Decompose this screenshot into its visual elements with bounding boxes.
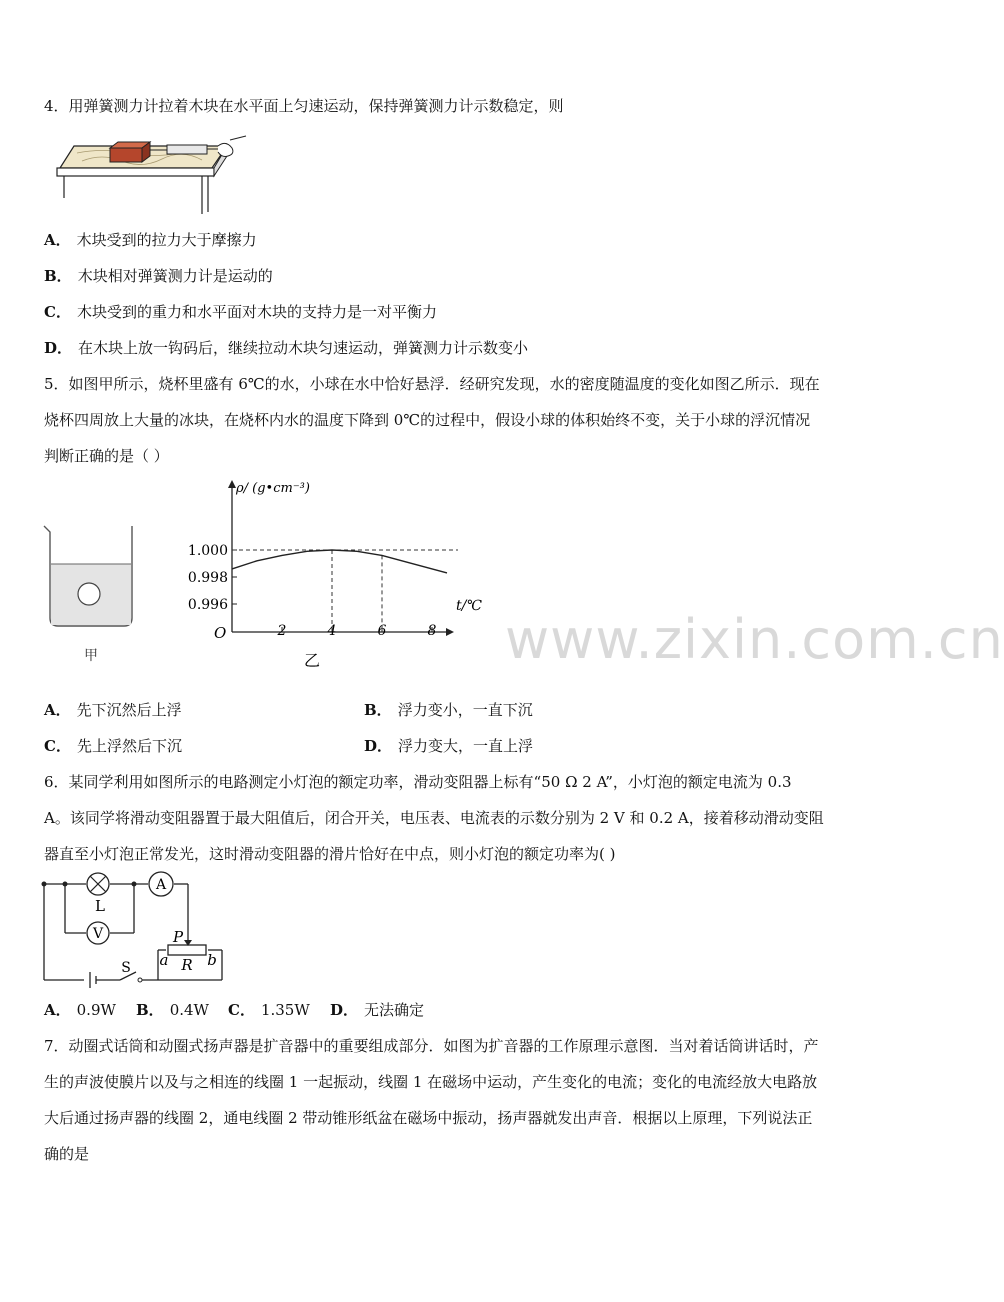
q6-stem-line-2: A。该同学将滑动变阻器置于最大阻值后，闭合开关，电压表、电流表的示数分别为 2 V 和 0.2 A，接着移动滑动变阻 — [44, 809, 824, 827]
y-axis-label: ρ/ (g•cm⁻³) — [236, 481, 310, 496]
q6-option-b-text: 0.4W — [169, 1001, 209, 1019]
q5-option-b-text: 浮力变小，一直下沉 — [397, 701, 533, 719]
q4-option-b-key: B． — [44, 267, 72, 285]
q5-option-b[interactable] — [364, 700, 533, 720]
q7-stem-line-3: 大后通过扬声器的线圈 2，通电线圈 2 带动锥形纸盆在磁场中振动，扬声器就发出声音．根据以上原理，下列说法正 — [44, 1109, 813, 1127]
q5-option-a-key: A． — [44, 701, 71, 719]
y-tick-label: 1.000 — [187, 543, 228, 559]
switch-label: S — [121, 960, 131, 976]
x-tick-label: 6 — [377, 623, 387, 639]
q5-figure-beaker — [36, 518, 146, 668]
lamp-label: L — [95, 897, 105, 915]
q5-option-d-key: D． — [364, 737, 393, 755]
q6-option-c-text: 1.35W — [260, 1001, 310, 1019]
q4-option-a-key: A． — [44, 231, 71, 249]
q5-option-c-text: 先上浮然后下沉 — [76, 737, 182, 755]
q5-option-a[interactable] — [44, 700, 182, 720]
origin-label: O — [214, 624, 227, 642]
x-tick-label: 8 — [427, 623, 437, 639]
q5-option-c[interactable] — [44, 736, 182, 756]
q6-option-b-key: B． — [136, 1001, 164, 1019]
q5-option-d[interactable] — [364, 736, 533, 756]
q6-option-a-key: A． — [44, 1001, 71, 1019]
q7-stem-line-1: 7．动圈式话筒和动圈式扬声器是扩音器中的重要组成部分．如图为扩音器的工作原理示意图．当对着话筒讲话时，产 — [44, 1037, 819, 1055]
resistor-label: R — [181, 956, 193, 974]
q6-stem-line-1: 6．某同学利用如图所示的电路测定小灯泡的额定功率，滑动变阻器上标有“50 Ω 2 A”，小灯泡的额定电流为 0.3 — [44, 773, 792, 791]
q4-option-a[interactable] — [44, 230, 257, 250]
q4-option-a-text: 木块受到的拉力大于摩擦力 — [76, 231, 257, 249]
end-a-label: a — [159, 951, 169, 969]
end-b-label: b — [207, 951, 217, 969]
q6-option-d[interactable] — [330, 1000, 424, 1020]
x-axis-arrow — [446, 628, 454, 636]
q7-stem-line-4: 确的是 — [44, 1145, 90, 1163]
q6-option-c-key: C． — [228, 1001, 255, 1019]
q7-stem-line-2: 生的声波使膜片以及与之相连的线圈 1 一起振动，线圈 1 在磁场中运动，产生变化的电流；变化的电流经放大电路放 — [44, 1073, 818, 1091]
y-axis-arrow — [228, 480, 236, 488]
q5-fig-a-label: 甲 — [84, 648, 98, 664]
q6-option-a-text: 0.9W — [76, 1001, 116, 1019]
y-tick-label: 0.996 — [187, 597, 228, 613]
q5-option-c-key: C． — [44, 737, 71, 755]
q5-option-b-key: B． — [364, 701, 392, 719]
x-axis-label: t/℃ — [456, 598, 483, 614]
q4-option-d[interactable] — [44, 338, 528, 358]
x-tick-label: 4 — [327, 623, 337, 639]
q6-stem-line-3: 器直至小灯泡正常发光，这时滑动变阻器的滑片恰好在中点，则小灯泡的额定功率为( ) — [44, 845, 616, 863]
q6-option-a[interactable] — [44, 1000, 116, 1020]
density-curve — [232, 550, 447, 573]
q5-stem-line-3: 判断正确的是（ ） — [44, 447, 169, 465]
q5-stem-line-1: 5．如图甲所示，烧杯里盛有 6℃的水，小球在水中恰好悬浮．经研究发现，水的密度随温度的变化如图乙所示．现在 — [44, 375, 820, 393]
q4-option-b-text: 木块相对弹簧测力计是运动的 — [77, 267, 273, 285]
q6-option-d-key: D． — [330, 1001, 359, 1019]
q5-stem-line-2: 烧杯四周放上大量的冰块，在烧杯内水的温度下降到 0℃的过程中，假设小球的体积始终不变，关于小球的浮沉情况 — [44, 411, 811, 429]
q4-option-c-key: C． — [44, 303, 71, 321]
q5-option-a-text: 先下沉然后上浮 — [76, 701, 182, 719]
q6-circuit-diagram — [38, 868, 238, 988]
x-tick-label: 2 — [277, 623, 287, 639]
q4-option-c[interactable] — [44, 302, 437, 322]
q6-option-b[interactable] — [136, 1000, 209, 1020]
slider-label: P — [172, 928, 184, 946]
q4-option-b[interactable] — [44, 266, 273, 286]
q6-option-c[interactable] — [228, 1000, 310, 1020]
q4-figure-spring-scale-block — [52, 136, 252, 218]
ammeter-label: A — [155, 877, 167, 893]
q6-option-d-text: 无法确定 — [364, 1001, 425, 1019]
q5-option-d-text: 浮力变大，一直上浮 — [398, 737, 534, 755]
fig-b-label: 乙 — [303, 651, 321, 670]
voltmeter-label: V — [92, 926, 104, 942]
y-tick-label: 0.998 — [187, 570, 228, 586]
q4-stem: 4．用弹簧测力计拉着木块在水平面上匀速运动，保持弹簧测力计示数稳定，则 — [44, 97, 564, 115]
q4-option-d-text: 在木块上放一钩码后，继续拉动木块匀速运动，弹簧测力计示数变小 — [78, 339, 529, 357]
q4-option-c-text: 木块受到的重力和水平面对木块的支持力是一对平衡力 — [76, 303, 437, 321]
q4-option-d-key: D． — [44, 339, 73, 357]
q5-density-chart — [176, 478, 496, 674]
watermark: www.zixin.com.cn — [505, 608, 1004, 671]
